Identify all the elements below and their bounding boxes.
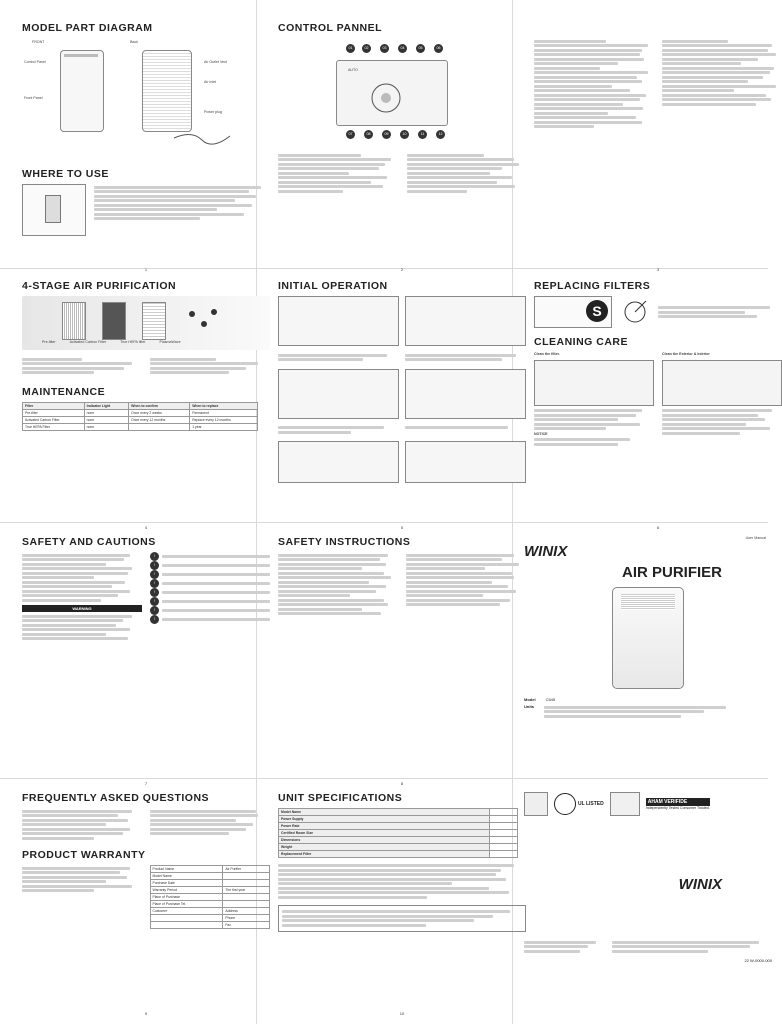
faq-panel xyxy=(22,792,270,1018)
table-row xyxy=(150,894,270,901)
step-4-illustration xyxy=(405,369,526,419)
table-row xyxy=(150,908,270,915)
control-panel-callout: Control Panel xyxy=(24,60,46,64)
aham-logo xyxy=(646,798,710,810)
step-2-illustration xyxy=(405,296,526,346)
caution-icon: ! xyxy=(150,615,159,624)
units-label: Units xyxy=(524,704,534,710)
table-cell: True HEPA Filter xyxy=(23,423,85,430)
maintenance-title: MAINTENANCE xyxy=(22,385,106,398)
page-number: 6 xyxy=(656,525,660,530)
step-1-illustration xyxy=(278,296,399,346)
replacing-filters-panel xyxy=(534,280,782,532)
table-row xyxy=(150,873,270,880)
control-panel-strip xyxy=(64,54,98,57)
front-panel-callout: Front Panel xyxy=(24,96,43,100)
callout-09-icon: 09 xyxy=(382,130,391,139)
clean-exterior-subtitle: Clean the Exterior & Interior xyxy=(662,352,710,356)
callout-02-icon: 02 xyxy=(362,44,371,53)
room-placement-illustration xyxy=(22,184,86,236)
faq-title: FREQUENTLY ASKED QUESTIONS xyxy=(22,792,210,804)
table-row xyxy=(279,837,518,844)
table-row xyxy=(150,922,270,929)
reset-pin-icon xyxy=(620,297,650,327)
table-row xyxy=(279,844,518,851)
page-number: 8 xyxy=(400,781,404,786)
table-cell xyxy=(129,423,190,430)
table-row xyxy=(23,416,258,423)
caution-icon: ! xyxy=(150,570,159,579)
model-value: C545 xyxy=(545,697,556,703)
unit-specs-title: UNIT SPECIFICATIONS xyxy=(278,792,403,804)
safety-instructions-panel xyxy=(278,536,526,788)
model-label: Model xyxy=(524,697,536,703)
table-cell: Certified Room Size xyxy=(279,830,490,837)
caution-icon: ! xyxy=(150,597,159,606)
cleaning-care-title: CLEANING CARE xyxy=(534,336,629,348)
plasmawave-icon xyxy=(182,302,222,342)
control-description-panel xyxy=(534,38,782,274)
caution-icon: ! xyxy=(150,561,159,570)
table-header: Filter xyxy=(23,402,85,409)
table-cell xyxy=(223,873,270,880)
table-cell: none xyxy=(84,423,129,430)
where-to-use-title: WHERE TO USE xyxy=(22,168,109,180)
table-cell: Model Name xyxy=(150,873,223,880)
model-part-diagram-panel xyxy=(22,22,270,274)
back-unit-illustration xyxy=(142,50,192,132)
page-number: 9 xyxy=(144,1011,148,1016)
table-row xyxy=(279,823,518,830)
table-cell: Warranty Period xyxy=(150,887,223,894)
callout-01-icon: 01 xyxy=(346,44,355,53)
ul-logo xyxy=(554,793,604,815)
user-manual-label: User Manual xyxy=(745,536,766,540)
table-cell: 1 year xyxy=(190,423,258,430)
control-panel-title: CONTROL PANNEL xyxy=(278,22,383,34)
table-cell: Address xyxy=(223,908,270,915)
warning-banner: WARNING xyxy=(22,605,142,612)
clean-exterior-illustration xyxy=(662,360,782,406)
cover-panel xyxy=(524,536,772,772)
step-6-illustration xyxy=(405,441,526,483)
step-5-illustration xyxy=(278,441,399,483)
table-cell: Replacement Filter xyxy=(279,851,490,858)
callout-10-icon: 10 xyxy=(400,130,409,139)
front-label: FRONT xyxy=(32,40,45,44)
table-row xyxy=(150,880,270,887)
stage-4-label: PlasmaWave xyxy=(159,340,181,344)
table-cell: Purchase Date xyxy=(150,880,223,887)
table-row xyxy=(279,830,518,837)
specs-table xyxy=(278,808,518,858)
safety-cautions-title: SAFETY AND CAUTIONS xyxy=(22,536,156,548)
product-photo xyxy=(612,587,684,689)
table-cell: none xyxy=(84,409,129,416)
table-cell: none xyxy=(84,416,129,423)
energy-star-logo xyxy=(524,792,548,816)
page-number: 5 xyxy=(400,525,404,530)
page-number: 10 xyxy=(399,1011,405,1016)
callout-07-icon: 07 xyxy=(346,130,355,139)
third-party-logo xyxy=(610,792,640,816)
initial-operation-panel xyxy=(278,280,526,532)
table-cell: Dimensions xyxy=(279,837,490,844)
stage-3-label: True HEPA filter xyxy=(120,340,146,344)
dial-icon xyxy=(366,80,406,120)
callout-04-icon: 04 xyxy=(398,44,407,53)
ul-listed-label: UL LISTED xyxy=(578,801,604,807)
callout-12-icon: 12 xyxy=(436,130,445,139)
table-cell xyxy=(223,901,270,908)
air-outlet-callout: Air Outlet Vent xyxy=(204,60,228,64)
aham-verifide-label: AHAM VERIFIDE xyxy=(646,798,710,806)
air-inlet-callout: Air Inlet xyxy=(204,80,217,84)
table-cell: Once every 2 weeks xyxy=(129,409,190,416)
page-number: 2 xyxy=(400,267,404,272)
back-label: Back xyxy=(130,40,138,44)
table-cell: Pre-filter xyxy=(23,409,85,416)
filter-kit-label xyxy=(534,296,612,328)
front-unit-illustration xyxy=(60,50,104,132)
table-cell: The first year xyxy=(223,887,270,894)
four-stage-panel xyxy=(22,280,270,532)
safety-instructions-title: SAFETY INSTRUCTIONS xyxy=(278,536,411,548)
table-cell: Model Name xyxy=(279,809,490,816)
callout-05-icon: 05 xyxy=(416,44,425,53)
caution-icon: ! xyxy=(150,588,159,597)
table-cell: Customer xyxy=(150,908,223,915)
page-number: 7 xyxy=(144,781,148,786)
warranty-title: PRODUCT WARRANTY xyxy=(22,849,146,861)
table-cell: Place of Purchase xyxy=(150,894,223,901)
power-plug-callout: Power plug xyxy=(204,110,222,114)
hepa-filter-illustration xyxy=(142,302,166,340)
table-header: When to confirm xyxy=(129,402,190,409)
document-id: 22 W-0000-000 xyxy=(744,958,772,963)
safety-cautions-panel xyxy=(22,536,270,788)
maintenance-table xyxy=(22,402,258,431)
auto-label: AUTO xyxy=(348,68,358,72)
table-cell: Place of Purchase Tel. xyxy=(150,901,223,908)
unit-specs-panel xyxy=(278,792,526,1018)
table-cell: Product Name xyxy=(150,866,223,873)
table-row xyxy=(150,866,270,873)
pre-filter-illustration xyxy=(62,302,86,340)
table-cell: Permanent xyxy=(190,409,258,416)
table-cell: Air Purifier xyxy=(223,866,270,873)
table-row xyxy=(150,887,270,894)
table-row xyxy=(150,901,270,908)
step-3-illustration xyxy=(278,369,399,419)
page-number: 3 xyxy=(656,267,660,272)
callout-11-icon: 11 xyxy=(418,130,427,139)
table-header: Indicator Light xyxy=(84,402,129,409)
stage-2-label: Activated Carbon Filter xyxy=(69,340,107,344)
callout-08-icon: 08 xyxy=(364,130,373,139)
stage-1-label: Pre-filter xyxy=(42,340,56,344)
power-cord-icon xyxy=(172,128,232,148)
table-row xyxy=(150,915,270,922)
model-part-title: MODEL PART DIAGRAM xyxy=(22,22,153,34)
control-panel-page xyxy=(278,22,526,274)
warranty-table xyxy=(150,865,271,929)
table-row xyxy=(279,816,518,823)
page-number: 1 xyxy=(144,267,148,272)
callout-06-icon: 06 xyxy=(434,44,443,53)
table-cell: Power Supply xyxy=(279,816,490,823)
table-row xyxy=(23,409,258,416)
table-cell: Once every 12 months xyxy=(129,416,190,423)
table-cell: Fax xyxy=(223,922,270,929)
filter-size-badge: S xyxy=(586,300,608,322)
table-cell xyxy=(223,894,270,901)
caution-icon: ! xyxy=(150,552,159,561)
clean-filter-subtitle: Clean the filter. xyxy=(534,352,560,356)
replacing-filters-title: REPLACING FILTERS xyxy=(534,280,651,292)
back-cover-panel xyxy=(524,792,772,1018)
caution-icon: ! xyxy=(150,606,159,615)
table-cell: Weight xyxy=(279,844,490,851)
table-row xyxy=(279,809,518,816)
table-cell: Activated Carbon Filter xyxy=(23,416,85,423)
back-brand-logo: WINIX xyxy=(678,876,722,893)
page-number: 4 xyxy=(144,525,148,530)
table-row xyxy=(23,423,258,430)
clean-filter-illustration xyxy=(534,360,654,406)
table-header: When to replace xyxy=(190,402,258,409)
table-cell xyxy=(223,880,270,887)
callout-03-icon: 03 xyxy=(380,44,389,53)
product-title: AIR PURIFIER xyxy=(621,564,722,582)
initial-operation-title: INITIAL OPERATION xyxy=(278,280,388,292)
caution-icon: ! xyxy=(150,579,159,588)
table-cell: Replace every 12 months xyxy=(190,416,258,423)
carbon-filter-illustration xyxy=(102,302,126,340)
table-cell: Phone xyxy=(223,915,270,922)
brand-logo: WINIX xyxy=(524,543,568,561)
notice-heading: NOTICE xyxy=(534,431,548,436)
fcc-notice-box xyxy=(278,905,526,933)
table-cell: Power Rate xyxy=(279,823,490,830)
four-stage-title: 4-STAGE AIR PURIFICATION xyxy=(22,280,177,292)
table-row xyxy=(279,851,518,858)
aham-subtitle: Independently Tested Consumer Trusted. xyxy=(645,806,710,810)
